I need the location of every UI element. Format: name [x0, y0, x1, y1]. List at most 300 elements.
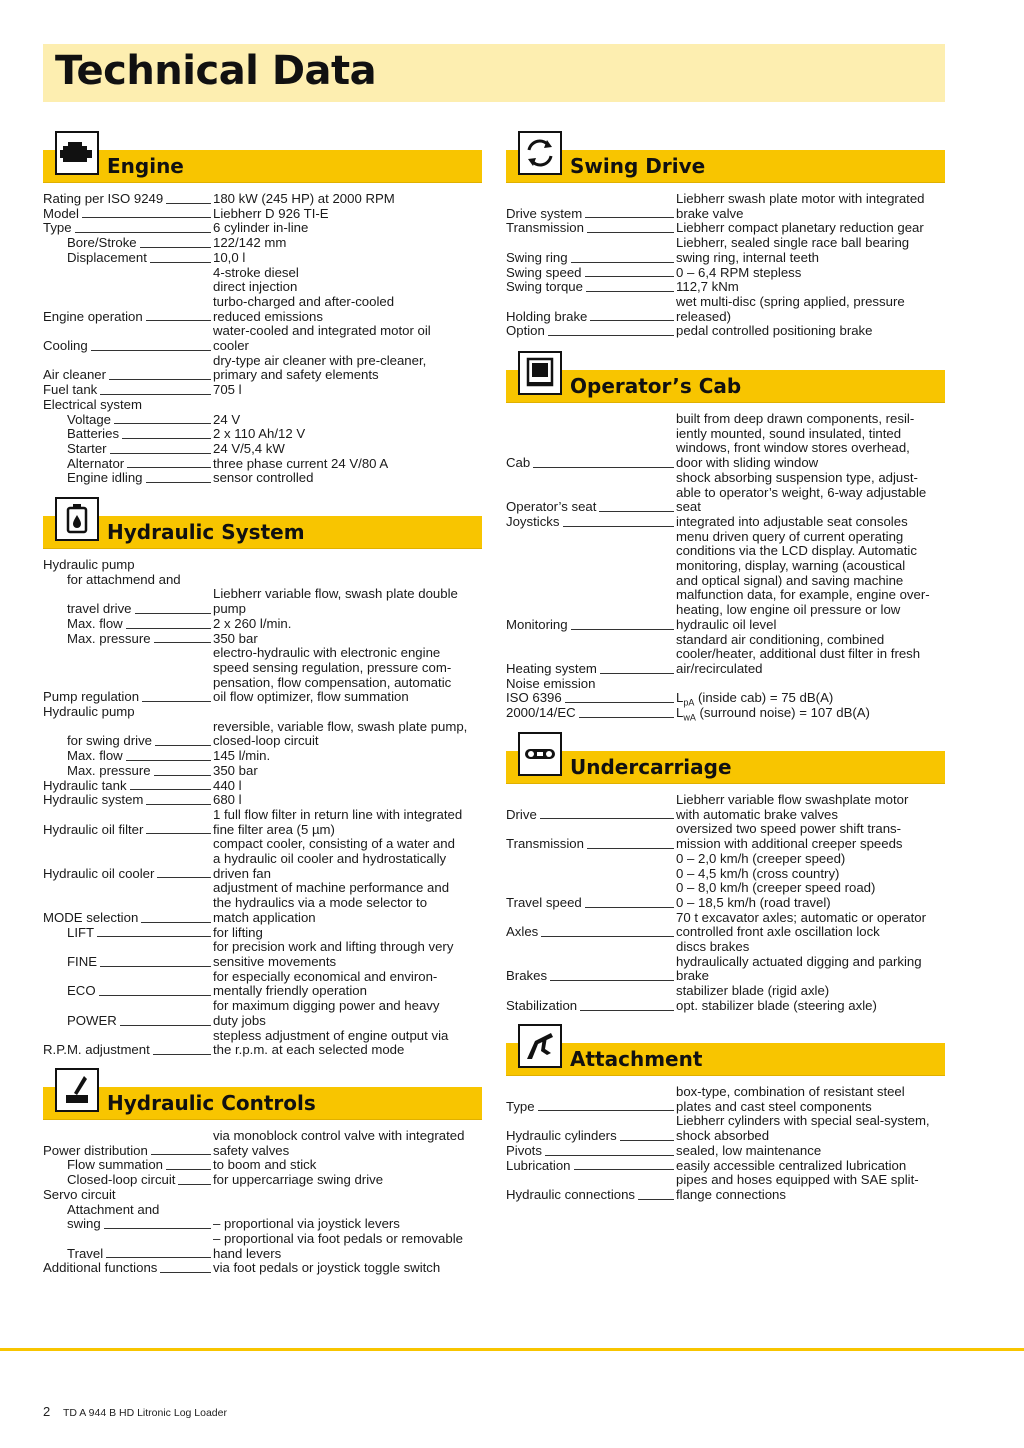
spec-value	[213, 837, 482, 881]
spec-value-line: $L_{pA}$ (inside cab) = 75 dB(A)	[676, 690, 834, 708]
spec-value-line: – proportional via foot pedals or removable	[213, 1230, 463, 1246]
spec-label-text: Axles	[506, 924, 539, 940]
spec-row	[506, 984, 945, 1013]
spec-value-line: for lifting	[213, 924, 263, 940]
spec-value	[676, 911, 945, 940]
section-title: Hydraulic Controls	[107, 1091, 316, 1115]
spec-value-line: via foot pedals or joystick toggle switch	[213, 1260, 441, 1276]
spec-value	[676, 1159, 945, 1174]
spec-value-line: 680 l	[213, 792, 242, 808]
spec-row	[43, 1173, 482, 1188]
spec-value-line: 2 x 260 l/min.	[213, 615, 292, 631]
spec-label	[506, 530, 676, 633]
spec-value-line: sensitive movements	[213, 953, 337, 969]
spec-value	[676, 677, 945, 692]
leader-line	[579, 717, 674, 718]
spec-label-text: Transmission	[506, 220, 584, 236]
spec-rows	[43, 1129, 482, 1276]
spec-value-line: released)	[676, 308, 731, 324]
spec-value-line: 10,0 l	[213, 249, 246, 265]
spec-label	[43, 881, 213, 925]
section-title: Operator’s Cab	[570, 374, 742, 398]
spec-value-line: 145 l/min.	[213, 748, 271, 764]
spec-value-line: menu driven query of current operating	[676, 528, 904, 544]
spec-label	[506, 1159, 676, 1174]
spec-value-line: 70 t excavator axles; automatic or operator	[676, 909, 926, 925]
track-wheels-icon	[518, 732, 562, 776]
spec-value-line: monitoring, display, warning (acoustical	[676, 558, 906, 574]
spec-value-line: 112,7 kNm	[676, 279, 739, 295]
spec-label-text: Engine idling	[67, 470, 143, 486]
spec-label-text: Swing speed	[506, 264, 582, 280]
page-title: Technical Data	[55, 48, 377, 94]
spec-label	[43, 1232, 213, 1261]
spec-label-text: Bore/Stroke	[67, 235, 137, 251]
spec-value-line: shock absorbing suspension type, adjust-	[676, 469, 918, 485]
spec-value	[676, 221, 945, 236]
spec-label-text: Option	[506, 323, 545, 339]
spec-value	[213, 413, 482, 428]
spec-label	[43, 413, 213, 428]
spec-value-line: hand levers	[213, 1245, 282, 1261]
leader-line	[110, 453, 211, 454]
spec-value-line: reversible, variable flow, swash plate pump,	[213, 718, 468, 734]
spec-value	[213, 207, 482, 222]
leader-line	[106, 1257, 211, 1258]
page-number: 2	[43, 1404, 51, 1419]
spec-row	[43, 573, 482, 588]
spec-value-line: dry-type air cleaner with pre-cleaner,	[213, 352, 427, 368]
spec-value-line: stepless adjustment of engine output via	[213, 1027, 449, 1043]
spec-value-line: a hydraulic oil cooler and hydrostatically	[213, 851, 447, 867]
spec-row	[506, 852, 945, 911]
spec-value-line: Liebherr variable flow, swash plate double	[213, 586, 458, 602]
spec-label	[43, 749, 213, 764]
section-title: Hydraulic System	[107, 520, 305, 544]
spec-value-line: sealed, low maintenance	[676, 1142, 822, 1158]
engine-icon	[55, 131, 99, 175]
spec-value-line: standard air conditioning, combined	[676, 631, 885, 647]
document-title: TD A 944 B HD Litronic Log Loader	[62, 1407, 227, 1419]
leader-line	[178, 1184, 211, 1185]
spec-rows	[43, 558, 482, 1058]
spec-value	[213, 881, 482, 925]
spec-value-line: electro-hydraulic with electronic engine	[213, 645, 441, 661]
leader-line	[130, 789, 211, 790]
spec-value-line: heating, low engine oil pressure or low	[676, 602, 901, 618]
spec-label	[506, 793, 676, 822]
spec-value	[213, 354, 482, 383]
spec-label-text: Hydraulic connections	[506, 1186, 636, 1202]
leader-line	[97, 936, 211, 937]
spec-row	[43, 720, 482, 749]
leader-line	[153, 1054, 211, 1055]
leader-line	[538, 1110, 674, 1111]
leader-line	[127, 467, 211, 468]
spec-value-line: 705 l	[213, 382, 242, 398]
spec-value-line: match application	[213, 909, 316, 925]
spec-label	[506, 236, 676, 265]
spec-label	[43, 398, 213, 413]
cab-seat-icon	[518, 351, 562, 395]
spec-label	[506, 1085, 676, 1114]
leader-line	[587, 848, 674, 849]
leader-line	[154, 642, 211, 643]
spec-label-text: Cooling	[43, 338, 88, 354]
spec-value-line: windows, front window stores overhead,	[676, 440, 910, 456]
footer	[43, 1404, 227, 1419]
leader-line	[142, 701, 211, 702]
spec-value	[213, 1158, 482, 1173]
spec-value-line: swing ring, internal teeth	[676, 249, 819, 265]
spec-value	[676, 295, 945, 324]
spec-value	[676, 633, 945, 677]
spec-value-line: Liebherr variable flow swashplate motor	[676, 792, 909, 807]
spec-label	[506, 940, 676, 984]
spec-value-line: hydraulic oil level	[676, 616, 777, 632]
spec-label-text: Holding brake	[506, 308, 588, 324]
spec-row	[43, 808, 482, 837]
spec-row	[43, 837, 482, 881]
leader-line	[122, 438, 211, 439]
spec-label-text: swing	[67, 1216, 101, 1232]
spec-value-line: 0 – 18,5 km/h (road travel)	[676, 894, 831, 910]
spec-label	[506, 1144, 676, 1159]
spec-value	[213, 471, 482, 486]
spec-label	[506, 852, 676, 911]
spec-value	[676, 515, 945, 530]
spec-row	[43, 442, 482, 457]
spec-value-line: for especially economical and environ-	[213, 968, 438, 984]
spec-row	[43, 1203, 482, 1218]
spec-row	[506, 822, 945, 851]
spec-label	[43, 236, 213, 251]
spec-value	[213, 1217, 482, 1232]
leader-line	[104, 1228, 211, 1229]
leader-line	[109, 379, 211, 380]
spec-label-text: Drive system	[506, 205, 583, 221]
section-title: Engine	[107, 154, 184, 178]
spec-value-line: driven fan	[213, 865, 271, 881]
leader-line	[586, 291, 674, 292]
spec-value-line: water-cooled and integrated motor oil	[213, 323, 431, 339]
spec-label	[506, 1114, 676, 1143]
spec-row	[506, 706, 945, 721]
spec-label-text: Model	[43, 205, 79, 221]
spec-label-text: Type	[43, 220, 72, 236]
leader-line	[126, 760, 211, 761]
spec-row	[43, 383, 482, 398]
spec-value-line: conditions via the LCD display. Automatic	[676, 543, 917, 559]
spec-label-text: 2000/14/EC	[506, 705, 576, 721]
spec-value	[676, 822, 945, 851]
spec-label-text: travel drive	[67, 601, 132, 617]
spec-row	[43, 764, 482, 779]
spec-value	[676, 706, 945, 721]
spec-value	[676, 691, 945, 706]
spec-value	[213, 1129, 482, 1158]
spec-value-line: mission with additional creeper speeds	[676, 836, 903, 852]
spec-rows	[506, 1085, 945, 1203]
spec-row	[506, 236, 945, 265]
spec-label	[43, 354, 213, 383]
spec-value-line: $L_{wA}$ (surround noise) = 107 dB(A)	[676, 705, 870, 723]
spec-label-text: POWER	[67, 1012, 117, 1028]
spec-value-line: 350 bar	[213, 630, 258, 646]
spec-value	[676, 324, 945, 339]
footer-rule	[0, 1348, 1024, 1351]
spec-label-text: ISO 6396	[506, 690, 562, 706]
spec-value	[213, 251, 482, 266]
spec-label	[506, 706, 676, 721]
spec-row	[43, 1129, 482, 1158]
spec-value	[213, 573, 482, 588]
spec-row	[43, 471, 482, 486]
leader-line	[135, 613, 212, 614]
spec-value-line: pipes and hoses equipped with SAE split-	[676, 1172, 919, 1188]
spec-label-text: Noise emission	[506, 675, 596, 691]
spec-row	[506, 221, 945, 236]
spec-label	[43, 1217, 213, 1232]
spec-value-line: and optical signal) and saving machine	[676, 572, 904, 588]
spec-label	[43, 383, 213, 398]
spec-label-text: Max. pressure	[67, 762, 151, 778]
leader-line	[99, 995, 211, 996]
spec-value-line: seat	[676, 499, 701, 515]
spec-label	[506, 822, 676, 851]
leader-line	[565, 702, 674, 703]
spec-value	[676, 266, 945, 281]
spec-label	[43, 970, 213, 999]
spec-row	[43, 221, 482, 236]
spec-label	[43, 427, 213, 442]
spec-row	[506, 266, 945, 281]
spec-label	[506, 266, 676, 281]
leader-line	[541, 936, 674, 937]
spec-value	[213, 1203, 482, 1218]
spec-value	[213, 999, 482, 1028]
spec-value-line: pump	[213, 601, 246, 617]
spec-value-line: 4-stroke diesel	[213, 264, 299, 280]
leader-line	[166, 1169, 211, 1170]
leader-line	[146, 804, 211, 805]
spec-value-line: direct injection	[213, 279, 298, 295]
spec-value-line: 0 – 6,4 RPM stepless	[676, 264, 802, 280]
spec-label-text: Heating system	[506, 660, 597, 676]
spec-label-text: R.P.M. adjustment	[43, 1042, 150, 1058]
spec-label-text: Max. pressure	[67, 630, 151, 646]
spec-value	[213, 793, 482, 808]
spec-row	[43, 926, 482, 941]
spec-label-text: MODE selection	[43, 909, 139, 925]
spec-row	[43, 999, 482, 1028]
spec-value	[213, 764, 482, 779]
spec-value	[213, 427, 482, 442]
spec-value-line: 350 bar	[213, 762, 258, 778]
spec-label	[506, 911, 676, 940]
leader-line	[545, 1155, 674, 1156]
spec-row	[43, 1232, 482, 1261]
spec-label	[43, 558, 213, 573]
spec-row	[506, 793, 945, 822]
spec-value-line: wet multi-disc (spring applied, pressure	[676, 293, 905, 309]
spec-label-text: for attachmend and	[67, 571, 181, 587]
spec-value	[676, 793, 945, 822]
leader-line	[550, 980, 674, 981]
leader-line	[160, 1272, 211, 1273]
leader-line	[585, 217, 674, 218]
spec-value-line: easily accessible centralized lubrication	[676, 1157, 907, 1173]
spec-label-text: Voltage	[67, 411, 111, 427]
spec-label	[43, 192, 213, 207]
spec-label-text: Joysticks	[506, 513, 560, 529]
spec-value-line: 180 kW (245 HP) at 2000 RPM	[213, 191, 395, 206]
spec-value-line: air/recirculated	[676, 660, 763, 676]
spec-label-text: Batteries	[67, 426, 120, 442]
spec-label-text: Operator’s seat	[506, 499, 597, 515]
spec-value-line: the hydraulics via a mode selector to	[213, 895, 428, 911]
spec-value-line: shock absorbed	[676, 1128, 770, 1144]
spec-row	[43, 617, 482, 632]
spec-row	[506, 530, 945, 633]
spec-label	[506, 412, 676, 471]
spec-value	[676, 1114, 945, 1143]
spec-value-line: speed sensing regulation, pressure com-	[213, 659, 452, 675]
oil-canister-icon	[55, 497, 99, 541]
spec-value-line: for uppercarriage swing drive	[213, 1172, 384, 1188]
spec-label	[43, 705, 213, 720]
spec-label	[43, 324, 213, 353]
title-band	[43, 44, 945, 102]
spec-label	[43, 471, 213, 486]
spec-row	[43, 457, 482, 472]
section-title: Swing Drive	[570, 154, 706, 178]
spec-label	[43, 266, 213, 325]
spec-value	[676, 192, 945, 221]
spec-value	[213, 457, 482, 472]
spec-label	[43, 251, 213, 266]
spec-label-text: Hydraulic cylinders	[506, 1128, 617, 1144]
spec-value	[213, 192, 482, 207]
spec-label	[43, 646, 213, 705]
spec-value	[213, 940, 482, 969]
leader-line	[585, 907, 674, 908]
spec-value	[213, 720, 482, 749]
spec-value	[213, 1188, 482, 1203]
spec-label-text: Rating per ISO 9249	[43, 191, 164, 206]
spec-label	[43, 207, 213, 222]
spec-value	[213, 749, 482, 764]
spec-label	[43, 1158, 213, 1173]
spec-label	[43, 926, 213, 941]
spec-value-line: closed-loop circuit	[213, 733, 319, 749]
spec-row	[43, 632, 482, 647]
spec-rows	[506, 192, 945, 339]
spec-row	[43, 207, 482, 222]
spec-value-line: duty jobs	[213, 1012, 266, 1028]
spec-label	[43, 617, 213, 632]
spec-label-text: Pivots	[506, 1142, 542, 1158]
spec-value	[213, 266, 482, 325]
spec-value-line: turbo-charged and after-cooled	[213, 293, 395, 309]
spec-value-line: mentally friendly operation	[213, 983, 367, 999]
spec-label	[506, 1173, 676, 1202]
spec-row	[506, 1085, 945, 1114]
spec-value-line: 1 full flow filter in return line with integrated	[213, 806, 463, 822]
spec-label	[43, 764, 213, 779]
spec-label-text: Air cleaner	[43, 367, 107, 383]
spec-label	[43, 1029, 213, 1058]
spec-value-line: Liebherr swash plate motor with integrated	[676, 191, 925, 206]
spec-value-line: iently mounted, sound insulated, tinted	[676, 425, 902, 441]
spec-row	[506, 324, 945, 339]
spec-value-line: door with sliding window	[676, 455, 819, 471]
spec-value-line: with automatic brake valves	[676, 806, 838, 822]
spec-label-text: Closed-loop circuit	[67, 1172, 176, 1188]
spec-value	[213, 617, 482, 632]
leader-line	[120, 1025, 211, 1026]
spec-value-line: box-type, combination of resistant steel	[676, 1084, 905, 1099]
spec-value	[676, 236, 945, 265]
spec-value	[213, 646, 482, 705]
spec-row	[43, 1188, 482, 1203]
spec-value	[213, 221, 482, 236]
leader-line	[100, 966, 211, 967]
spec-label	[506, 295, 676, 324]
swing-arrows-icon	[518, 131, 562, 175]
spec-row	[506, 471, 945, 515]
spec-value-line: brake	[676, 968, 709, 984]
spec-value-line: 2 x 110 Ah/12 V	[213, 426, 306, 442]
spec-label-text: Transmission	[506, 836, 584, 852]
spec-row	[43, 646, 482, 705]
spec-value	[213, 398, 482, 413]
spec-label	[506, 515, 676, 530]
spec-row	[506, 515, 945, 530]
spec-value-line: for precision work and lifting through very	[213, 939, 454, 955]
spec-value-line: pedal controlled positioning brake	[676, 323, 873, 339]
spec-value-line: built from deep drawn components, resil-	[676, 411, 915, 426]
spec-row	[43, 1029, 482, 1058]
spec-row	[506, 1144, 945, 1159]
spec-label	[506, 324, 676, 339]
spec-value-line: discs brakes	[676, 939, 750, 955]
spec-row	[506, 1173, 945, 1202]
spec-label-text: Hydraulic pump	[43, 704, 135, 720]
spec-label-text: Electrical system	[43, 396, 142, 412]
spec-value-line: opt. stabilizer blade (steering axle)	[676, 997, 877, 1013]
spec-label	[43, 221, 213, 236]
spec-label	[506, 984, 676, 1013]
spec-row	[43, 236, 482, 251]
spec-label	[43, 720, 213, 749]
spec-label	[43, 587, 213, 616]
spec-label-text: Hydraulic oil cooler	[43, 865, 155, 881]
spec-label-text: Pump regulation	[43, 689, 140, 705]
spec-value-line: 0 – 8,0 km/h (creeper speed road)	[676, 880, 876, 896]
spec-value	[213, 587, 482, 616]
spec-value-line: adjustment of machine performance and	[213, 880, 450, 896]
spec-row	[43, 427, 482, 442]
spec-value-line: Liebherr cylinders with special seal-system,	[676, 1113, 930, 1129]
spec-label-text: Stabilization	[506, 997, 578, 1013]
leader-line	[548, 335, 674, 336]
spec-label-text: Engine operation	[43, 308, 143, 324]
spec-row	[43, 587, 482, 616]
spec-value-line: brake valve	[676, 205, 744, 221]
spec-label-text: Hydraulic system	[43, 792, 144, 808]
spec-label	[43, 940, 213, 969]
